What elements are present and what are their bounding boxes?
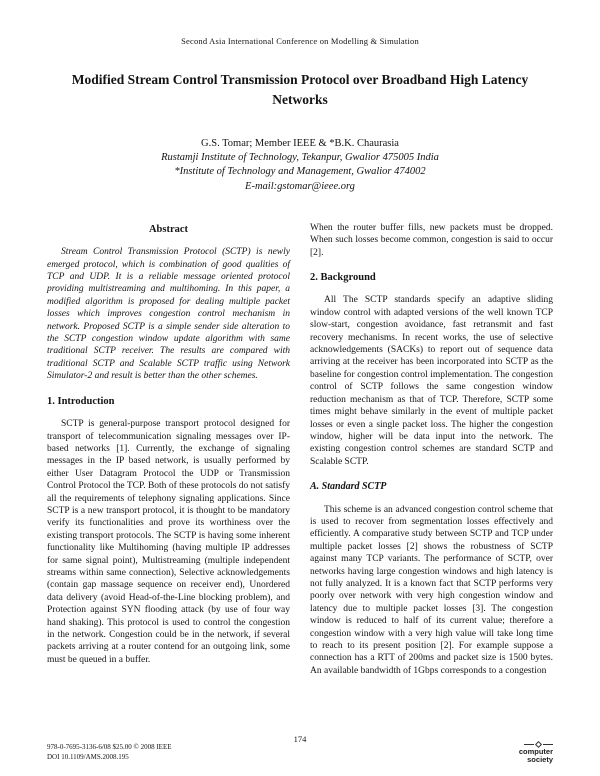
copyright-line: 978-0-7695-3136-6/08 $25.00 © 2008 IEEE bbox=[47, 742, 172, 751]
doi-line: DOI 10.1109/AMS.2008.195 bbox=[47, 752, 129, 761]
authors-block bbox=[47, 137, 553, 194]
author-email: E-mail:gstomar@ieee.org bbox=[245, 180, 355, 192]
affiliation-2: *Institute of Technology and Management, Gwalior 474002 bbox=[174, 166, 426, 178]
continuation-paragraph: When the router buffer fills, new packets must be dropped. When such losses become common, congestion is said to occur [2]. bbox=[310, 222, 553, 258]
standard-sctp-text: This scheme is an advanced congestion control scheme that is used to recover from segmentation losses effectively and efficiently. A comparative study between SCTP and TCP under multiple packet losses [2] shows the robustness of SCTP against many TCP variants. The performance of SCTP, over networks having large congestion windows and high latency is not fully analyzed. It is a known fact that SCTP performs very poorly over network with very high congestion window and latency due to multiple packet losses [3]. The congestion window is reduced to half of its current value; therefore a congestion window with a very high value will take long time to reach to its present position [2]. For example suppose a connection has a RTT of 200ms and packet size is 1500 bytes. An available bandwidth of 1Gbps corresponds to a congestion bbox=[310, 504, 553, 676]
standard-sctp-heading: A. Standard SCTP bbox=[310, 481, 387, 493]
background-heading: 2. Background bbox=[310, 272, 376, 284]
paper-title: Modified Stream Control Transmission Protocol over Broadband High Latency Networks bbox=[71, 72, 529, 107]
page-number: 174 bbox=[293, 734, 307, 744]
author-names: G.S. Tomar; Member IEEE & *B.K. Chaurasia bbox=[201, 138, 399, 150]
abstract-heading: Abstract bbox=[148, 223, 189, 235]
right-column bbox=[310, 222, 553, 677]
left-column bbox=[47, 222, 290, 677]
ieee-computer-society-logo bbox=[519, 742, 553, 765]
copyright-block bbox=[47, 742, 172, 762]
two-column-body bbox=[47, 222, 553, 677]
introduction-text: SCTP is general-purpose transport protocol designed for transport of telecommunication signaling messages over IP-based networks [1]. Currently, the exchange of signaling messages in the IP based network, is usually performed by either User Datagram Protocol the UDP or Transmission Control Protocol the TCP. Both of these protocols do not satisfy all the requirements of telephony signaling applications. Since SCTP is a new transport protocol, it is thought to be mandatory verify its functionalities and prove its worthiness over the existing transport protocols. The SCTP is having some inherent functionality like Multihoming (having multiple IP addresses for same signal point), Multistreaming (multiple independent streams within same connection), Selective acknowledgements (contain gap massage sequence on receiver end), Unordered data delivery (avoid Head-of-the-Line blocking problem), and Protection against SYN flooding attack (by use of four way hand shaking). This protocol is used to control the congestion in the network. Congestion could be in the network, if several packets arriving at a router contend for an outgoing link, some must be queued in a buffer. bbox=[47, 419, 290, 665]
abstract-text: Stream Control Transmission Protocol (SCTP) is newly emerged protocol, which is combination of good qualities of TCP and UDP. It is a reliable message oriented protocol providing multistreaming and multihoming. In this paper, a modified algorithm is proposed for dealing multiple packet losses which improves congestion control mechanism in network. Proposed SCTP is a simple sender side alteration to the SCTP congestion window update algorithm with same traditional SCTP receiver. The results are compared with traditional SCTP and Scalable SCTP traffic using Network Simulator-2 and result is better than the other schemes. bbox=[47, 247, 290, 382]
affiliation-1: Rustamji Institute of Technology, Tekanpur, Gwalior 475005 India bbox=[161, 152, 439, 164]
page-footer bbox=[47, 732, 553, 764]
cs-logo-line1: computer bbox=[518, 746, 553, 756]
cs-logo-line2: society bbox=[527, 754, 553, 764]
cs-logo-text bbox=[519, 748, 553, 765]
ieee-cs-emblem-icon bbox=[524, 742, 553, 747]
background-text: All The SCTP standards specify an adaptive sliding window control with adapted versions of the well known TCP slow-start, congestion avoidance, fast retransmit and fast recovery mechanisms. In recent works, the use of selective acknowledgements (SACKs) to report out of sequence data arriving at the receiver has been incorporated into SCTP as the baseline for congestion control implementation. The congestion control of SCTP follows the same congestion window reduction mechanism as that of TCP. Therefore, SCTP some times might behave similarly in the event of multiple packet losses or even a single packet loss. The higher the congestion window, higher will be data input into the network. The existing congestion control schemes are standard SCTP and Scalable SCTP. bbox=[310, 295, 553, 467]
introduction-heading: 1. Introduction bbox=[47, 395, 115, 407]
conference-header: Second Asia International Conference on Modelling & Simulation bbox=[181, 36, 419, 46]
